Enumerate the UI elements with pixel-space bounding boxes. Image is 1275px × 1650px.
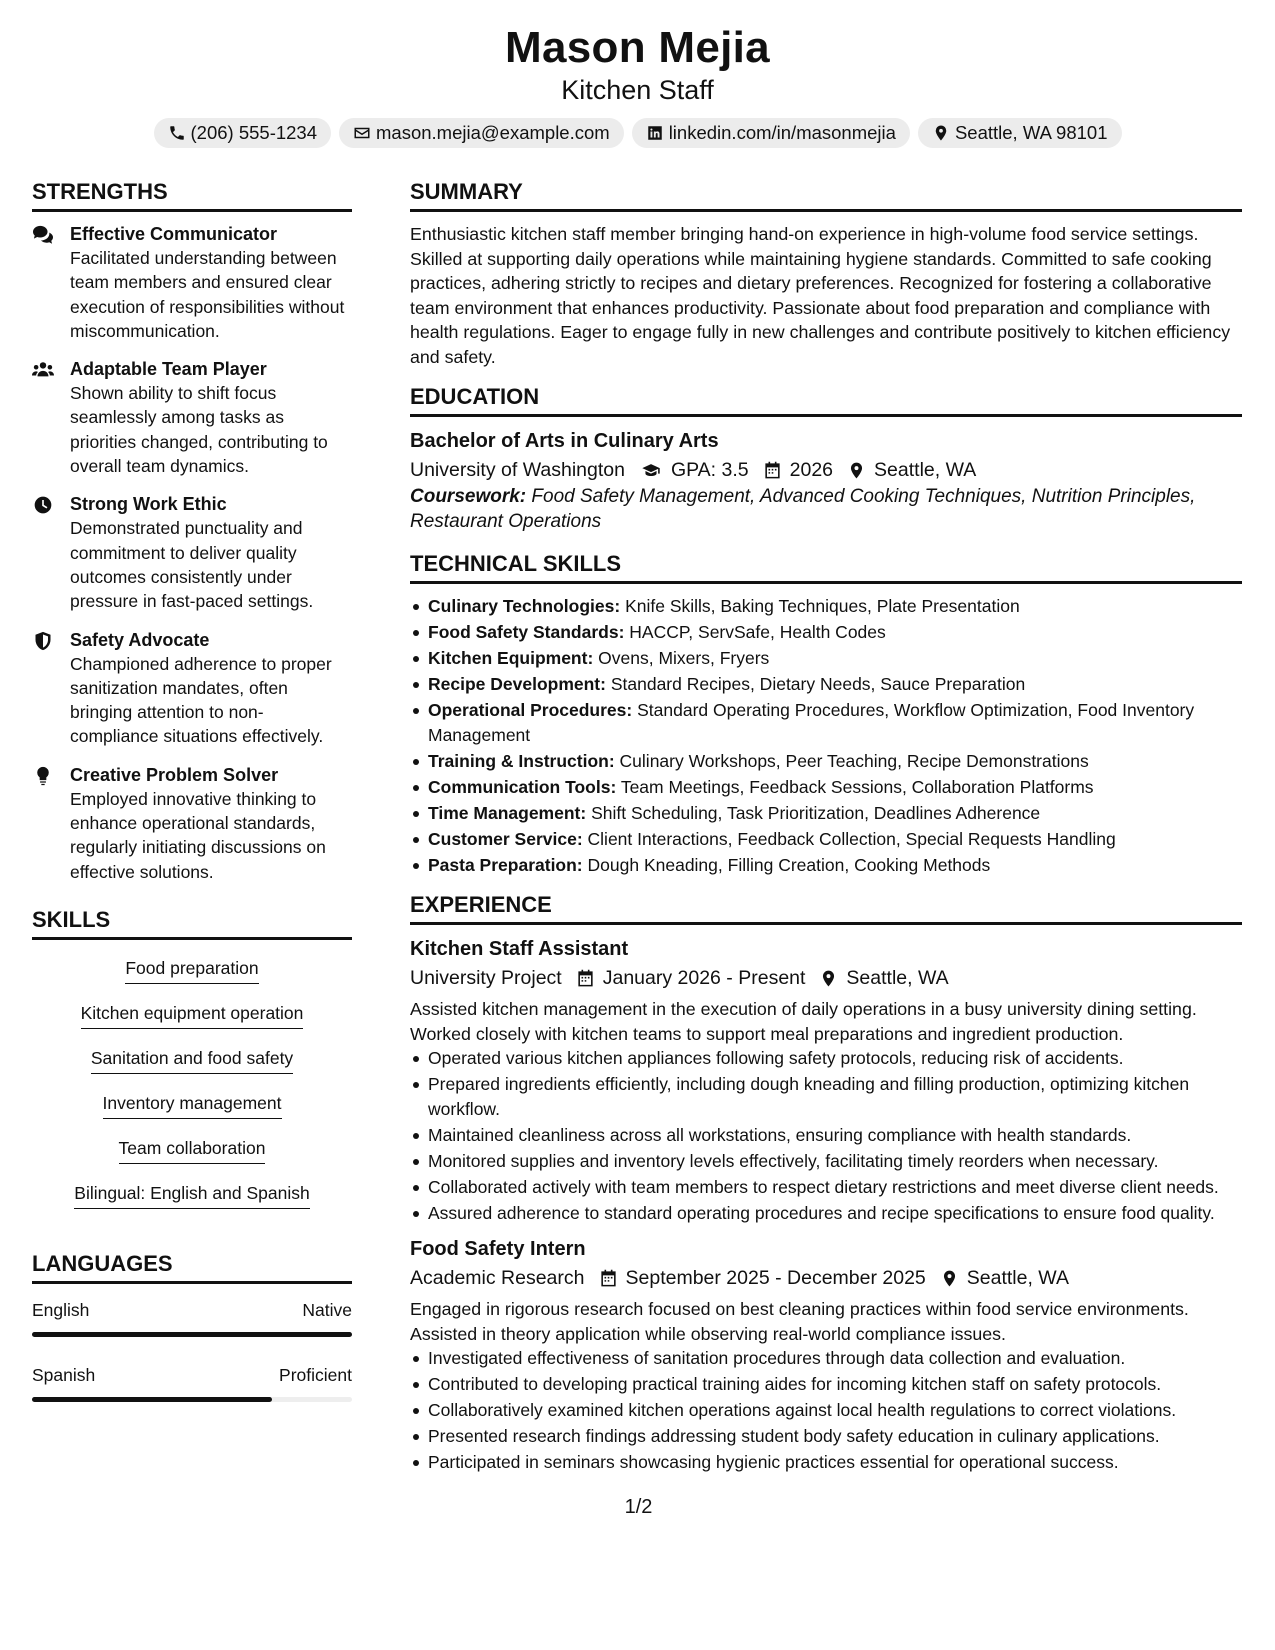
language-level: Native (302, 1299, 352, 1320)
users-icon (32, 360, 54, 380)
tech-value: Dough Kneading, Filling Creation, Cooking Methods (587, 854, 991, 875)
strength-desc: Demonstrated punctuality and commitment to deliver quality outcomes consistently under pressure in fast-paced settings. (70, 518, 314, 612)
list-item (410, 594, 1242, 619)
language-item (32, 1298, 352, 1337)
linkedin-icon (646, 124, 664, 142)
language-name: Spanish (32, 1364, 96, 1385)
degree-title: Bachelor of Arts in Culinary Arts (410, 430, 719, 452)
candidate-title: Kitchen Staff (561, 75, 714, 105)
strength-desc: Facilitated understanding between team members and ensured clear execution of responsibilities without miscommunication. (70, 248, 345, 341)
shield-icon (32, 631, 54, 651)
job-meta (410, 963, 1242, 993)
list-item (410, 620, 1242, 645)
list-item: Assured adherence to standard operating procedures and recipe specifications to ensure food quality. (410, 1201, 1242, 1226)
list-item (410, 827, 1242, 852)
strength-item (32, 492, 352, 613)
list-item: Monitored supplies and inventory levels effectively, facilitating timely reorders when necessary. (410, 1149, 1242, 1174)
strength-item (32, 222, 352, 343)
graduation-cap-icon (639, 461, 663, 480)
list-item (410, 698, 1242, 747)
skill-tag: Kitchen equipment operation (81, 1001, 304, 1029)
strength-title: Safety Advocate (70, 629, 210, 650)
technical-skills-list (410, 594, 1242, 877)
list-item: Contributed to developing practical training aides for incoming kitchen staff on safety protocols. (410, 1372, 1242, 1397)
gpa: GPA: 3.5 (670, 459, 749, 481)
page-number: 1/2 (624, 1496, 653, 1518)
job-bullets (410, 1046, 1242, 1225)
list-item: Maintained cleanliness across all workstations, ensuring compliance with health standards. (410, 1123, 1242, 1148)
job-meta (410, 1263, 1242, 1293)
language-bar (32, 1397, 352, 1402)
job-description: Engaged in rigorous research focused on best cleaning practices within food service environments. Assisted in theory application while observing real-world compliance issues. (410, 1299, 1189, 1344)
language-bar-fill (32, 1397, 272, 1402)
list-item (410, 775, 1242, 800)
tech-label: Time Management: (428, 802, 587, 823)
tech-value: HACCP, ServSafe, Health Codes (629, 622, 886, 642)
languages-heading: LANGUAGES (32, 1250, 352, 1284)
summary-text: Enthusiastic kitchen staff member bringing hand-on experience in high-volume food service settings. Skilled at supporting daily operations while maintaining hygiene standards. Committed to safe cooking practices, adhering strictly to recipes and dietary preferences. Recognized for fostering a collaborative team environment that enhances productivity. Passionate about food preparation and compliance with health regulations. Eager to engage fully in new challenges and contribute positively to kitchen efficiency and safety. (410, 224, 1231, 367)
tech-value: Standard Operating Procedures, Workflow Optimization, Food Inventory Management (428, 700, 1195, 745)
education-heading: EDUCATION (410, 383, 1242, 417)
tech-label: Food Safety Standards: (428, 622, 625, 642)
right-column (410, 178, 1242, 1485)
coursework (410, 485, 1242, 534)
tech-value: Shift Scheduling, Task Prioritization, Deadlines Adherence (591, 802, 1041, 823)
job-dates: September 2025 - December 2025 (625, 1267, 926, 1289)
list-item: Presented research findings addressing student body safety education in culinary applications. (410, 1424, 1242, 1449)
left-column (32, 178, 352, 1420)
contact-location-text: Seattle, WA 98101 (954, 122, 1108, 143)
contact-email[interactable] (339, 118, 624, 148)
strength-desc: Employed innovative thinking to enhance operational standards, regularly initiating discussions on effective solutions. (70, 788, 326, 882)
calendar-icon (763, 461, 782, 480)
location-pin-icon (940, 1269, 959, 1288)
school-name: University of Washington (410, 459, 625, 481)
contact-linkedin[interactable] (632, 118, 910, 148)
lightbulb-icon (32, 766, 54, 786)
list-item (410, 672, 1242, 697)
skill-tag: Sanitation and food safety (91, 1046, 293, 1074)
skill-tag: Food preparation (125, 956, 258, 984)
list-item: Collaborated actively with team members to respect dietary restrictions and meet diverse client needs. (410, 1175, 1242, 1200)
tech-label: Culinary Technologies: (428, 596, 621, 616)
strength-item (32, 763, 352, 884)
clock-icon (32, 495, 54, 515)
summary-heading: SUMMARY (410, 178, 1242, 212)
tech-label: Communication Tools: (428, 776, 617, 797)
language-name: English (32, 1299, 90, 1320)
strength-title: Creative Problem Solver (70, 764, 279, 785)
contact-phone[interactable] (154, 118, 332, 148)
strength-item (32, 357, 352, 478)
graduation-year: 2026 (789, 459, 834, 481)
job-org: Academic Research (410, 1267, 585, 1289)
job-title: Kitchen Staff Assistant (410, 938, 629, 960)
skills-heading: SKILLS (32, 906, 352, 940)
experience-heading: EXPERIENCE (410, 891, 1242, 925)
skill-tag: Team collaboration (119, 1136, 266, 1164)
job-entry (410, 1235, 1242, 1475)
skill-tag: Bilingual: English and Spanish (74, 1181, 309, 1209)
strength-title: Strong Work Ethic (70, 494, 227, 515)
tech-value: Standard Recipes, Dietary Needs, Sauce Preparation (610, 674, 1026, 694)
tech-value: Client Interactions, Feedback Collection, Special Requests Handling (587, 828, 1116, 849)
coursework-list: Food Safety Management, Advanced Cooking Techniques, Nutrition Principles, Restaurant Operations (410, 486, 1196, 532)
tech-label: Kitchen Equipment: (428, 648, 594, 668)
strength-desc: Championed adherence to proper sanitization mandates, often bringing attention to non-compliance situations effectively. (70, 653, 332, 747)
technical-skills-heading: TECHNICAL SKILLS (410, 550, 1242, 584)
location-pin-icon (819, 969, 838, 988)
language-bar (32, 1332, 352, 1337)
list-item: Operated various kitchen appliances following safety protocols, reducing risk of accidents. (410, 1046, 1242, 1071)
tech-label: Operational Procedures: (428, 700, 633, 720)
tech-value: Team Meetings, Feedback Sessions, Collaboration Platforms (620, 776, 1094, 797)
tech-label: Pasta Preparation: (428, 854, 583, 875)
tech-label: Customer Service: (428, 828, 583, 849)
skills-list (32, 950, 352, 1220)
job-bullets (410, 1346, 1242, 1475)
job-title: Food Safety Intern (410, 1238, 586, 1260)
list-item (410, 801, 1242, 826)
calendar-icon (599, 1269, 618, 1288)
strength-desc: Shown ability to shift focus seamlessly among tasks as priorities changed, contributing to overall team dynamics. (70, 383, 328, 477)
strength-title: Effective Communicator (70, 224, 278, 244)
comments-icon (32, 225, 54, 245)
envelope-icon (353, 124, 371, 142)
resume-header (0, 22, 1275, 148)
coursework-label: Coursework: (410, 486, 527, 507)
calendar-icon (576, 969, 595, 988)
education-meta (410, 455, 1242, 485)
list-item: Prepared ingredients efficiently, including dough kneading and filling production, optimizing kitchen workflow. (410, 1072, 1242, 1121)
job-location: Seattle, WA (966, 1267, 1069, 1289)
language-level: Proficient (279, 1364, 352, 1385)
tech-label: Recipe Development: (428, 674, 606, 694)
tech-value: Culinary Workshops, Peer Teaching, Recipe Demonstrations (619, 750, 1089, 771)
phone-icon (168, 124, 186, 142)
contact-email-text: mason.mejia@example.com (376, 122, 610, 143)
tech-value: Knife Skills, Baking Techniques, Plate Presentation (625, 596, 1020, 616)
list-item (410, 646, 1242, 671)
strengths-heading: STRENGTHS (32, 178, 352, 212)
tech-value: Ovens, Mixers, Fryers (598, 648, 770, 668)
strength-title: Adaptable Team Player (70, 359, 267, 380)
list-item (410, 749, 1242, 774)
skill-tag: Inventory management (103, 1091, 282, 1119)
list-item: Investigated effectiveness of sanitation procedures through data collection and evaluation. (410, 1346, 1242, 1371)
list-item (410, 853, 1242, 878)
language-bar-fill (32, 1332, 352, 1337)
list-item: Participated in seminars showcasing hygienic practices essential for operational success. (410, 1450, 1242, 1475)
job-dates: January 2026 - Present (602, 967, 806, 989)
location-pin-icon (932, 124, 950, 142)
job-location: Seattle, WA (846, 967, 949, 989)
job-description: Assisted kitchen management in the execution of daily operations in a busy university dining setting. Worked closely with kitchen teams to support meal preparations and ingredient production. (410, 999, 1197, 1044)
contact-phone-text: (206) 555-1234 (190, 122, 318, 143)
location-pin-icon (847, 461, 866, 480)
candidate-name: Mason Mejia (505, 23, 770, 72)
job-org: University Project (410, 967, 562, 989)
list-item: Collaboratively examined kitchen operations against local health regulations to correct violations. (410, 1398, 1242, 1423)
language-item (32, 1363, 352, 1402)
tech-label: Training & Instruction: (428, 750, 615, 771)
job-entry (410, 935, 1242, 1225)
contact-linkedin-text: linkedin.com/in/masonmejia (668, 122, 896, 143)
strength-item (32, 628, 352, 749)
contact-location (918, 118, 1122, 148)
contact-bar (0, 118, 1275, 148)
education-location: Seattle, WA (874, 459, 977, 481)
